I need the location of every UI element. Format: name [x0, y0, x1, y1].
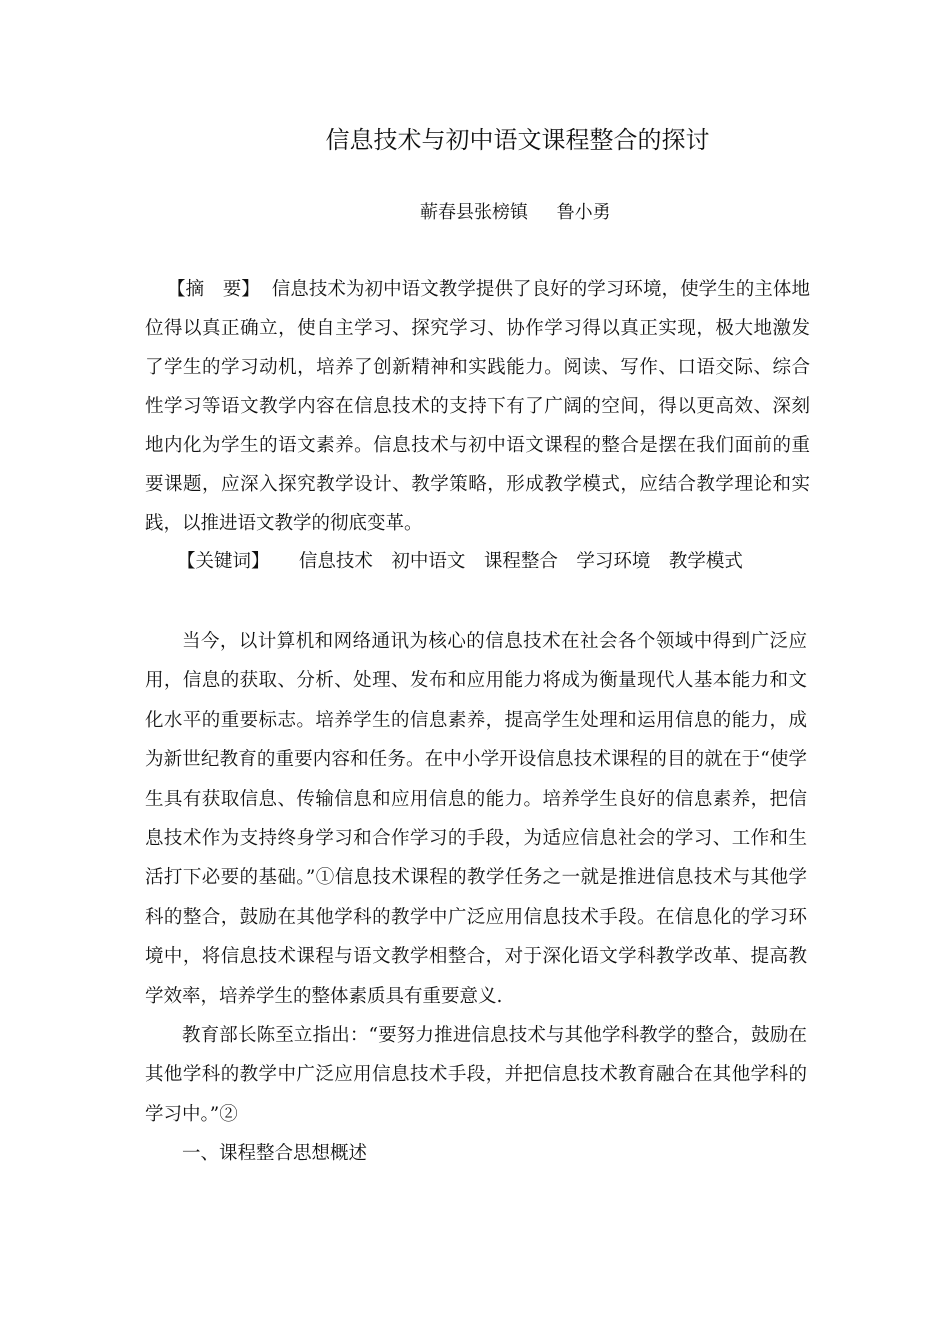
author-line: 蕲春县张榜镇 鲁小勇 — [420, 202, 611, 223]
body-paragraph: 当今，以计算机和网络通讯为核心的信息技术在社会各个领域中得到广泛应用，信息的获取、分析、处理、发布和应用能力将成为衡量现代人基本能力和文化水平的重要标志。培养学生的信息素养，提高学生处理和运用信息的能力，成为新世纪教育的重要内容和任务。在中小学开设信息技术课程的目的就在于“使学生具有获取信息、传输信息和应用信息的能力。培养学生良好的信息素养，把信息技术作为支持终身学习和合作学习的手段，为适应信息社会的学习、工作和生活打下必要的基础。”①信息技术课程的教学任务之一就是推进信息技术与其他学科的整合，鼓励在其他学科的教学中广泛应用信息技术手段。在信息化的学习环境中，将信息技术课程与语文教学相整合，对于深化语文学科教学改革、提高教学效率，培养学生的整体素质具有重要意义. — [145, 631, 807, 1007]
body-text — [145, 622, 807, 1174]
section-heading: 一、课程整合思想概述 — [182, 1143, 368, 1165]
body-paragraph: 教育部长陈至立指出：“要努力推进信息技术与其他学科教学的整合，鼓励在其他学科的教学中广泛应用信息技术手段，并把信息技术教育融合在其他学科的学习中。”② — [145, 1025, 807, 1125]
abstract-section — [145, 270, 810, 543]
abstract-text: 信息技术为初中语文教学提供了良好的学习环境，使学生的主体地位得以真正确立，使自主学习、探究学习、协作学习得以真正实现，极大地激发了学生的学习动机，培养了创新精神和实践能力。阅读、写作、口语交际、综合性学习等语文教学内容在信息技术的支持下有了广阔的空间，得以更高效、深刻地内化为学生的语文素养。信息技术与初中语文课程的整合是摆在我们面前的重要课题，应深入探究教学设计、教学策略，形成教学模式，应结合教学理论和实践，以推进语文教学的彻底变革。 — [145, 279, 810, 534]
keywords-label: 【关键词】 — [177, 551, 270, 572]
keywords-list: 信息技术 初中语文 课程整合 学习环境 教学模式 — [298, 551, 743, 572]
keywords-section — [177, 545, 817, 578]
page-title: 信息技术与初中语文课程整合的探讨 — [325, 126, 710, 154]
abstract-label: 【摘 要】 — [167, 279, 260, 300]
